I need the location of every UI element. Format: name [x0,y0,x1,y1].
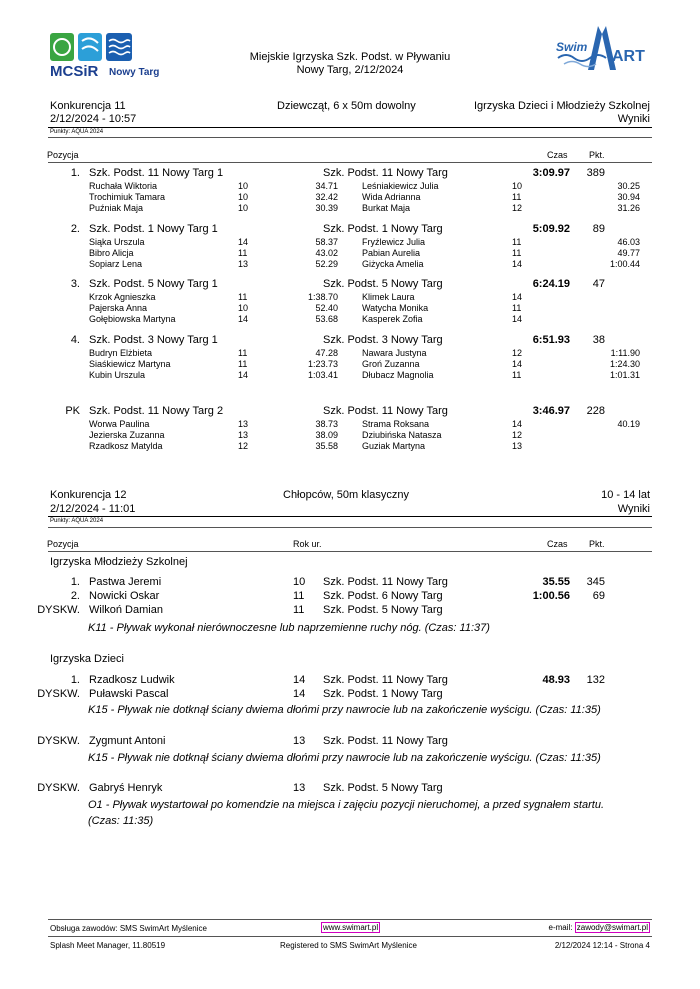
swimmer-name: Trochimiuk Tamara [89,192,166,202]
swimmer-yob: 10 [238,303,249,313]
relay-place: 3. [70,278,80,290]
swimart-logo-art: ART [612,48,645,65]
relay-club: Szk. Podst. 11 Nowy Targ [323,405,448,417]
swimmer-yob: 11 [238,292,248,302]
event12-header-underline [48,551,652,552]
event12-datetime: 2/12/2024 - 11:01 [50,503,136,515]
event11-datetime: 2/12/2024 - 10:57 [50,113,137,125]
swimmer-name: Kubin Urszula [89,370,146,380]
footer-mid-line [48,936,652,937]
relay-points: 47 [592,278,605,290]
meet-place-date: Nowy Targ, 2/12/2024 [296,64,404,76]
result-time: 35.55 [542,576,570,588]
swimmer-yob: 11 [293,590,305,602]
swimmer-name: Wida Adrianna [362,192,421,202]
swimmer-split: 58.37 [315,237,338,247]
swimmer-split: 1:03.41 [307,370,338,380]
swimmer-split: 30.25 [617,181,640,191]
event11-col-points: Pkt. [589,150,605,160]
swimmer-name: Dziubińska Natasza [362,430,442,440]
swimmer-name: Kasperek Zofia [362,314,423,324]
swimmer-yob: 14 [238,314,249,324]
swimmer-club: Szk. Podst. 5 Nowy Targ [323,604,443,616]
swimmer-yob: 12 [512,348,523,358]
swimmer-split: 1:01.31 [609,370,640,380]
swimmer-yob: 14 [293,674,306,686]
event12-divider [48,516,652,517]
swimmer-name: Strama Roksana [362,419,430,429]
swimart-logo [550,24,650,74]
swimmer-yob: 10 [238,192,249,202]
relay-points: 228 [586,405,605,417]
swimmer-split: 49.77 [617,248,640,258]
swimmer-name: Bibro Alicja [89,248,134,258]
swimmer-split: 53.68 [315,314,338,324]
swimmer-yob: 14 [293,688,306,700]
swimmer-split: 1:00.44 [609,259,640,269]
result-place: DYSKW. [37,782,80,794]
relay-points: 89 [592,223,605,235]
swimmer-name: Jezierska Zuzanna [89,430,165,440]
swimmer-yob: 10 [238,181,249,191]
swimmer-yob: 11 [512,248,522,258]
swimmer-yob: 12 [512,430,523,440]
swimmer-split: 1:23.73 [307,359,338,369]
swimmer-yob: 14 [512,292,523,302]
swimmer-name: Watycha Monika [362,303,429,313]
event12-col-points: Pkt. [589,539,605,549]
result-place: DYSKW. [37,604,80,616]
swimmer-split: 30.94 [617,192,640,202]
swimmer-name: Puźniak Maja [89,203,144,213]
swimmer-yob: 11 [512,303,522,313]
result-place: DYSKW. [37,735,80,747]
swimmer-yob: 11 [238,348,248,358]
swimmer-name: Gołębiowska Martyna [89,314,176,324]
swimmer-yob: 11 [293,604,305,616]
event11-col-position: Pozycja [47,150,79,160]
swimmer-split: 52.29 [315,259,338,269]
relay-team: Szk. Podst. 1 Nowy Targ 1 [89,223,218,235]
swimmer-yob: 14 [512,259,523,269]
relay-team: Szk. Podst. 11 Nowy Targ 1 [89,167,224,179]
result-time: 48.93 [542,674,570,686]
swimmer-yob: 12 [512,203,523,213]
footer-email-label: e-mail: [548,923,573,932]
footer-software: Splash Meet Manager, 11.80519 [50,941,166,950]
event11-col-time: Czas [547,150,568,160]
relay-place: 1. [70,167,80,179]
result-place: 2. [70,590,80,602]
event12-g2-dq-note-2: K15 - Pływak nie dotknął ściany dwiema dłońmi przy nawrocie lub na zakończenie wyścigu. (Czas: 11:35) [88,752,601,764]
swimmer-name: Puławski Pascal [89,688,169,700]
swimmer-name: Pastwa Jeremi [89,576,162,588]
event11-status: Wyniki [617,113,650,125]
result-points: 345 [586,576,605,588]
swimmer-name: Burkat Maja [362,203,411,213]
swimmer-name: Dłubacz Magnolia [362,370,434,380]
swimmer-club: Szk. Podst. 11 Nowy Targ [323,576,448,588]
event12-status: Wyniki [617,503,650,515]
swimmer-split: 43.02 [315,248,338,258]
footer-registered: Registered to SMS SwimArt Myślenice [280,941,417,950]
swimmer-club: Szk. Podst. 6 Nowy Targ [323,590,443,602]
relay-place: 4. [70,334,80,346]
swimmer-split: 38.73 [315,419,338,429]
event11-header-underline [48,162,652,163]
relay-team: Szk. Podst. 3 Nowy Targ 1 [89,334,218,346]
swimmer-yob: 11 [238,248,248,258]
swimmer-name: Groń Zuzanna [362,359,420,369]
swimmer-club: Szk. Podst. 5 Nowy Targ [323,782,443,794]
swimmer-name: Zygmunt Antoni [89,735,166,747]
relay-club: Szk. Podst. 1 Nowy Targ [323,223,443,235]
relay-time: 3:09.97 [532,167,570,179]
swimmer-split: 1:11.90 [610,348,640,358]
relay-time: 6:24.19 [532,278,570,290]
swimmer-yob: 14 [512,419,523,429]
footer-top-line [48,919,652,920]
swimmer-yob: 13 [293,782,306,794]
footer-service: Obsługa zawodów: SMS SwimArt Myślenice [50,924,207,933]
meet-title: Miejskie Igrzyska Szk. Podst. w Pływaniu [249,51,451,63]
swimmer-yob: 13 [238,419,249,429]
event12-g2-dq-note-1: K15 - Pływak nie dotknął ściany dwiema dłońmi przy nawrocie lub na zakończenie wyścigu. (Czas: 11:35) [88,704,601,716]
swimmer-yob: 11 [512,192,522,202]
swimmer-name: Giżycka Amelia [362,259,424,269]
swimmer-name: Siaśkiewicz Martyna [89,359,171,369]
swimmer-yob: 13 [238,430,249,440]
swimmer-name: Pajerska Anna [89,303,148,313]
swimmer-name: Nowicki Oskar [89,590,160,602]
swimmer-split: 40.19 [617,419,640,429]
swimmer-yob: 10 [238,203,249,213]
event12-group-youth: Igrzyska Młodzieży Szkolnej [50,556,188,568]
swimmer-yob: 14 [512,314,523,324]
swimmer-club: Szk. Podst. 11 Nowy Targ [323,674,448,686]
event12-col-time: Czas [547,539,568,549]
swimmer-name: Worwa Paulina [89,419,150,429]
swimmer-split: 32.42 [315,192,338,202]
swimmer-name: Fryźlewicz Julia [362,237,426,247]
relay-place: 2. [70,223,80,235]
event12-title: Konkurencja 12 [50,489,127,501]
event11-desc: Dziewcząt, 6 x 50m dowolny [277,100,416,112]
event11-divider-thin [48,137,652,138]
swimmer-yob: 10 [293,576,306,588]
result-place: DYSKW. [37,688,80,700]
swimmer-split: 47.28 [315,348,338,358]
swimmer-yob: 10 [512,181,523,191]
swimmer-split: 1:38.70 [307,292,338,302]
swimmer-name: Leśniakiewicz Julia [362,181,439,191]
swimmer-split: 30.39 [315,203,338,213]
swimmer-name: Sopiarz Lena [89,259,143,269]
event11-category: Igrzyska Dzieci i Młodzieży Szkolnej [473,100,650,112]
mcsir-logo-graphic [50,33,170,63]
event12-col-position: Pozycja [47,539,79,549]
swimmer-name: Ruchała Wiktoria [89,181,158,191]
swimmer-club: Szk. Podst. 1 Nowy Targ [323,688,443,700]
swimart-logo-swim: Swim [556,40,588,54]
footer-website-wrap [321,923,380,932]
swimmer-yob: 11 [512,237,522,247]
relay-club: Szk. Podst. 5 Nowy Targ [323,278,443,290]
event12-group-children: Igrzyska Dzieci [50,653,124,665]
footer-email-link[interactable]: zawody@swimart.pl [576,923,648,932]
swimmer-name: Pabian Aurelia [362,248,421,258]
swimmer-split: 31.26 [617,203,640,213]
event12-desc: Chłopców, 50m klasyczny [283,489,409,501]
relay-time: 5:09.92 [532,223,570,235]
swimmer-yob: 13 [293,735,306,747]
swimmer-split: 38.09 [315,430,338,440]
swimmer-name: Guziak Martyna [362,441,426,451]
relay-place: PK [65,405,80,417]
swimmer-yob: 13 [512,441,523,451]
relay-points: 389 [586,167,605,179]
event12-points-note: Punkty: AQUA 2024 [50,518,104,524]
swimmer-yob: 11 [238,359,248,369]
swimmer-name: Gabryś Henryk [89,782,163,794]
swimmer-yob: 14 [512,359,523,369]
swimmer-name: Krzok Agnieszka [89,292,156,302]
relay-time: 3:46.97 [532,405,570,417]
swimmer-split: 52.40 [315,303,338,313]
swimmer-name: Klimek Laura [362,292,415,302]
relay-club: Szk. Podst. 3 Nowy Targ [323,334,443,346]
swimmer-name: Budryn Elżbieta [89,348,153,358]
relay-team: Szk. Podst. 5 Nowy Targ 1 [89,278,218,290]
swimmer-split: 35.58 [315,441,338,451]
event11-divider [48,127,652,128]
swimmer-split: 46.03 [617,237,640,247]
event11-points-note: Punkty: AQUA 2024 [50,129,104,135]
swimmer-name: Rzadkosz Matylda [89,441,163,451]
swimmer-split: 34.71 [315,181,338,191]
swimmer-yob: 14 [238,370,249,380]
footer-page: 2/12/2024 12:14 - Strona 4 [554,941,650,950]
event12-divider-thin [48,527,652,528]
swimmer-yob: 12 [238,441,249,451]
result-time: 1:00.56 [532,590,570,602]
relay-team: Szk. Podst. 11 Nowy Targ 2 [89,405,224,417]
swimmer-name: Nawara Justyna [362,348,427,358]
swimmer-yob: 13 [238,259,249,269]
event12-g2-dq-note-3: O1 - Pływak wystartował po komendzie na miejsca i zajęciu pozycji nieruchomej, a przed sygnałem startu. (Czas: 11:35) [88,799,604,827]
swimmer-name: Rzadkosz Ludwik [89,674,175,686]
result-place: 1. [70,674,80,686]
footer-website-link[interactable]: www.swimart.pl [323,923,379,932]
result-points: 132 [586,674,605,686]
footer-email-wrap [549,923,651,932]
event12-category: 10 - 14 lat [601,489,650,501]
event12-g1-dq-note: K11 - Pływak wykonał nierównoczesne lub naprzemienne ruchy nóg. (Czas: 11:37) [88,622,490,634]
event12-col-yob: Rok ur. [293,539,322,549]
swimmer-club: Szk. Podst. 11 Nowy Targ [323,735,448,747]
event11-title: Konkurencja 11 [50,100,126,112]
result-place: 1. [70,576,80,588]
swimmer-yob: 14 [238,237,249,247]
mcsir-logo-brand: MCSiR [50,63,99,80]
result-points: 69 [592,590,605,602]
swimmer-split: 1:24.30 [609,359,640,369]
swimmer-name: Wilkoń Damian [89,604,163,616]
relay-points: 38 [592,334,605,346]
mcsir-logo-sub: Nowy Targ [109,67,160,78]
swimmer-name: Siąka Urszula [89,237,145,247]
relay-time: 6:51.93 [532,334,570,346]
relay-club: Szk. Podst. 11 Nowy Targ [323,167,448,179]
swimmer-yob: 11 [512,370,522,380]
mcsir-logo [50,33,170,81]
